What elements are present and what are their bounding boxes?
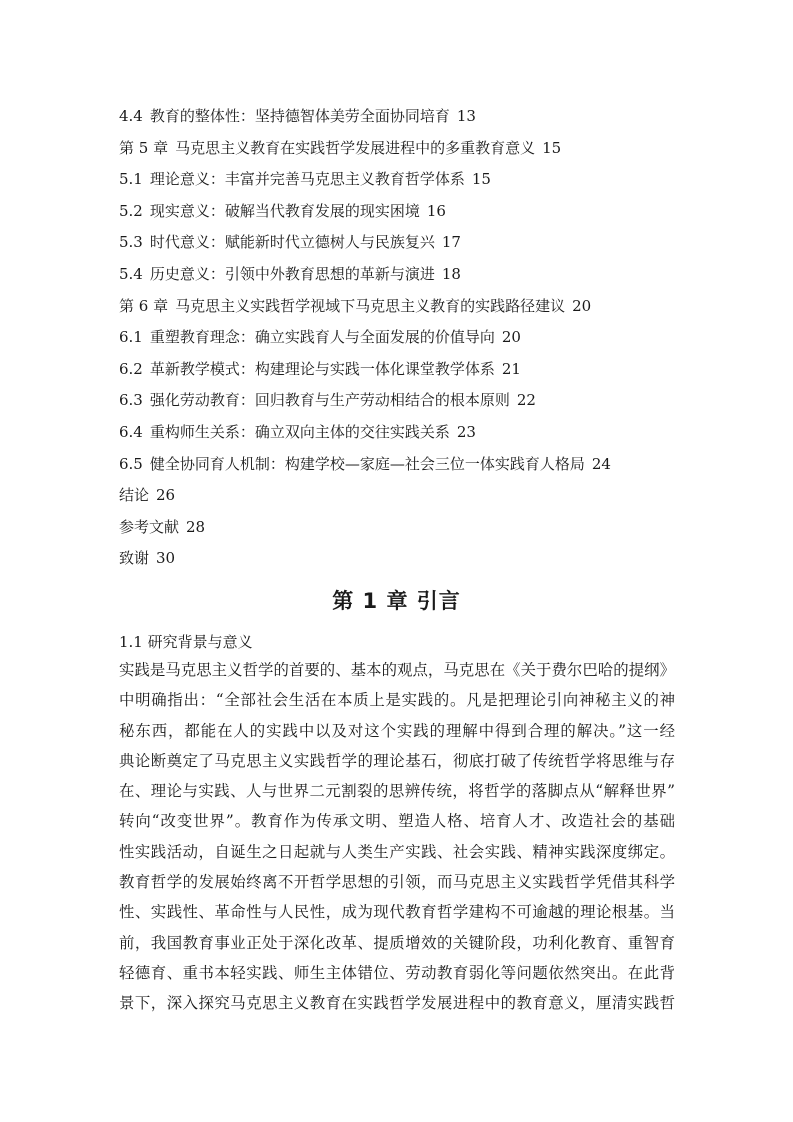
toc-entry-page: 20 [572, 296, 592, 315]
toc-entry-title: 马克思主义教育在实践哲学发展进程中的多重教育意义 [175, 138, 536, 157]
toc-entry-number: 6.2 [119, 359, 143, 378]
paragraph-line: 性实践活动，自诞生之日起就与人类生产实践、社会实践、精神实践深度绑定。 [119, 842, 675, 861]
toc-entry[interactable] [119, 449, 679, 481]
body-paragraph [119, 655, 675, 1019]
toc-entry-page: 26 [156, 486, 176, 505]
toc-entry[interactable] [119, 291, 679, 323]
toc-entry-page: 21 [501, 359, 521, 378]
toc-entry-title: 时代意义：赋能新时代立德树人与民族复兴 [149, 233, 435, 252]
toc-entry[interactable] [119, 164, 679, 196]
toc-entry-page: 16 [426, 201, 446, 220]
toc-entry-number: 5.2 [119, 201, 143, 220]
toc-entry-number: 第 6 章 [119, 296, 169, 315]
toc-entry-number: 5.4 [119, 264, 143, 283]
toc-entry[interactable] [119, 101, 679, 133]
toc-entry[interactable] [119, 480, 679, 512]
toc-entry-page: 28 [186, 517, 206, 536]
toc-entry[interactable] [119, 417, 679, 449]
toc-entry-page: 30 [156, 549, 176, 568]
toc-entry[interactable] [119, 133, 679, 165]
toc-entry-title: 教育的整体性：坚持德智体美劳全面协同培育 [149, 107, 450, 125]
paragraph-line: 轻德育、重书本轻实践、师生主体错位、劳动教育弱化等问题依然突出。在此背 [119, 963, 675, 982]
toc-entry[interactable] [119, 385, 679, 417]
toc-entry-page: 17 [441, 233, 461, 252]
section-heading: 1.1 研究背景与意义 [119, 633, 253, 651]
paragraph-line: 典论断奠定了马克思主义实践哲学的理论基石，彻底打破了传统哲学将思维与存 [119, 751, 675, 770]
paragraph-line: 中明确指出：“全部社会生活在本质上是实践的。凡是把理论引向神秘主义的神 [119, 691, 675, 710]
toc-entry-title: 强化劳动教育：回归教育与生产劳动相结合的根本原则 [149, 391, 510, 410]
paragraph-line: 前，我国教育事业正处于深化改革、提质增效的关键阶段，功利化教育、重智育 [119, 933, 675, 952]
toc-entry-title: 理论意义：丰富并完善马克思主义教育哲学体系 [149, 170, 465, 189]
paragraph-line: 实践是马克思主义哲学的首要的、基本的观点，马克思在《关于费尔巴哈的提纲》 [119, 661, 675, 679]
toc-entry-title: 重塑教育理念：确立实践育人与全面发展的价值导向 [149, 328, 495, 347]
toc-entry-title: 革新教学模式：构建理论与实践一体化课堂教学体系 [149, 359, 495, 378]
toc-entry[interactable] [119, 196, 679, 228]
paragraph-line: 转向“改变世界”。教育作为传承文明、塑造人格、培育人才、改造社会的基础 [119, 812, 675, 831]
toc-entry-page: 23 [456, 422, 476, 441]
toc-entry[interactable] [119, 543, 679, 575]
toc-entry-title: 参考文献 [119, 517, 180, 536]
toc-entry-page: 15 [542, 138, 562, 157]
table-of-contents [119, 101, 679, 575]
toc-entry-page: 20 [501, 328, 521, 347]
toc-entry-page: 24 [591, 454, 611, 473]
toc-entry[interactable] [119, 227, 679, 259]
toc-entry-number: 5.3 [119, 233, 143, 252]
toc-entry-number: 5.1 [119, 170, 143, 189]
toc-entry[interactable] [119, 354, 679, 386]
toc-entry-page: 18 [441, 264, 461, 283]
toc-entry-title: 重构师生关系：确立双向主体的交往实践关系 [149, 422, 450, 441]
paragraph-line: 景下，深入探究马克思主义教育在实践哲学发展进程中的教育意义，厘清实践哲 [119, 994, 675, 1013]
toc-entry-number: 6.3 [119, 391, 143, 410]
toc-entry-title: 致谢 [119, 549, 150, 568]
toc-entry-title: 历史意义：引领中外教育思想的革新与演进 [149, 264, 435, 283]
toc-entry-number: 第 5 章 [119, 138, 169, 157]
toc-entry[interactable] [119, 512, 679, 544]
toc-entry[interactable] [119, 322, 679, 354]
toc-entry-number: 6.1 [119, 328, 143, 347]
toc-entry[interactable] [119, 259, 679, 291]
paragraph-line: 教育哲学的发展始终离不开哲学思想的引领，而马克思主义实践哲学凭借其科学 [119, 873, 675, 892]
toc-entry-page: 13 [456, 107, 476, 125]
paragraph-line: 在、理论与实践、人与世界二元割裂的思辨传统，将哲学的落脚点从“解释世界” [119, 782, 675, 801]
toc-entry-title: 结论 [119, 486, 150, 505]
paragraph-line: 秘东西，都能在人的实践中以及对这个实践的理解中得到合理的解决。”这一经 [119, 721, 675, 740]
toc-entry-page: 22 [516, 391, 536, 410]
chapter-title: 第 1 章 引言 [332, 589, 461, 613]
toc-entry-page: 15 [471, 170, 491, 189]
paragraph-line: 性、实践性、革命性与人民性，成为现代教育哲学建构不可逾越的理论根基。当 [119, 903, 675, 922]
toc-entry-title: 现实意义：破解当代教育发展的现实困境 [149, 201, 420, 220]
toc-entry-number: 6.4 [119, 422, 143, 441]
toc-entry-title: 马克思主义实践哲学视域下马克思主义教育的实践路径建议 [175, 296, 566, 315]
toc-entry-title: 健全协同育人机制：构建学校—家庭—社会三位一体实践育人格局 [149, 454, 585, 473]
toc-entry-number: 4.4 [119, 107, 143, 125]
toc-entry-number: 6.5 [119, 454, 143, 473]
